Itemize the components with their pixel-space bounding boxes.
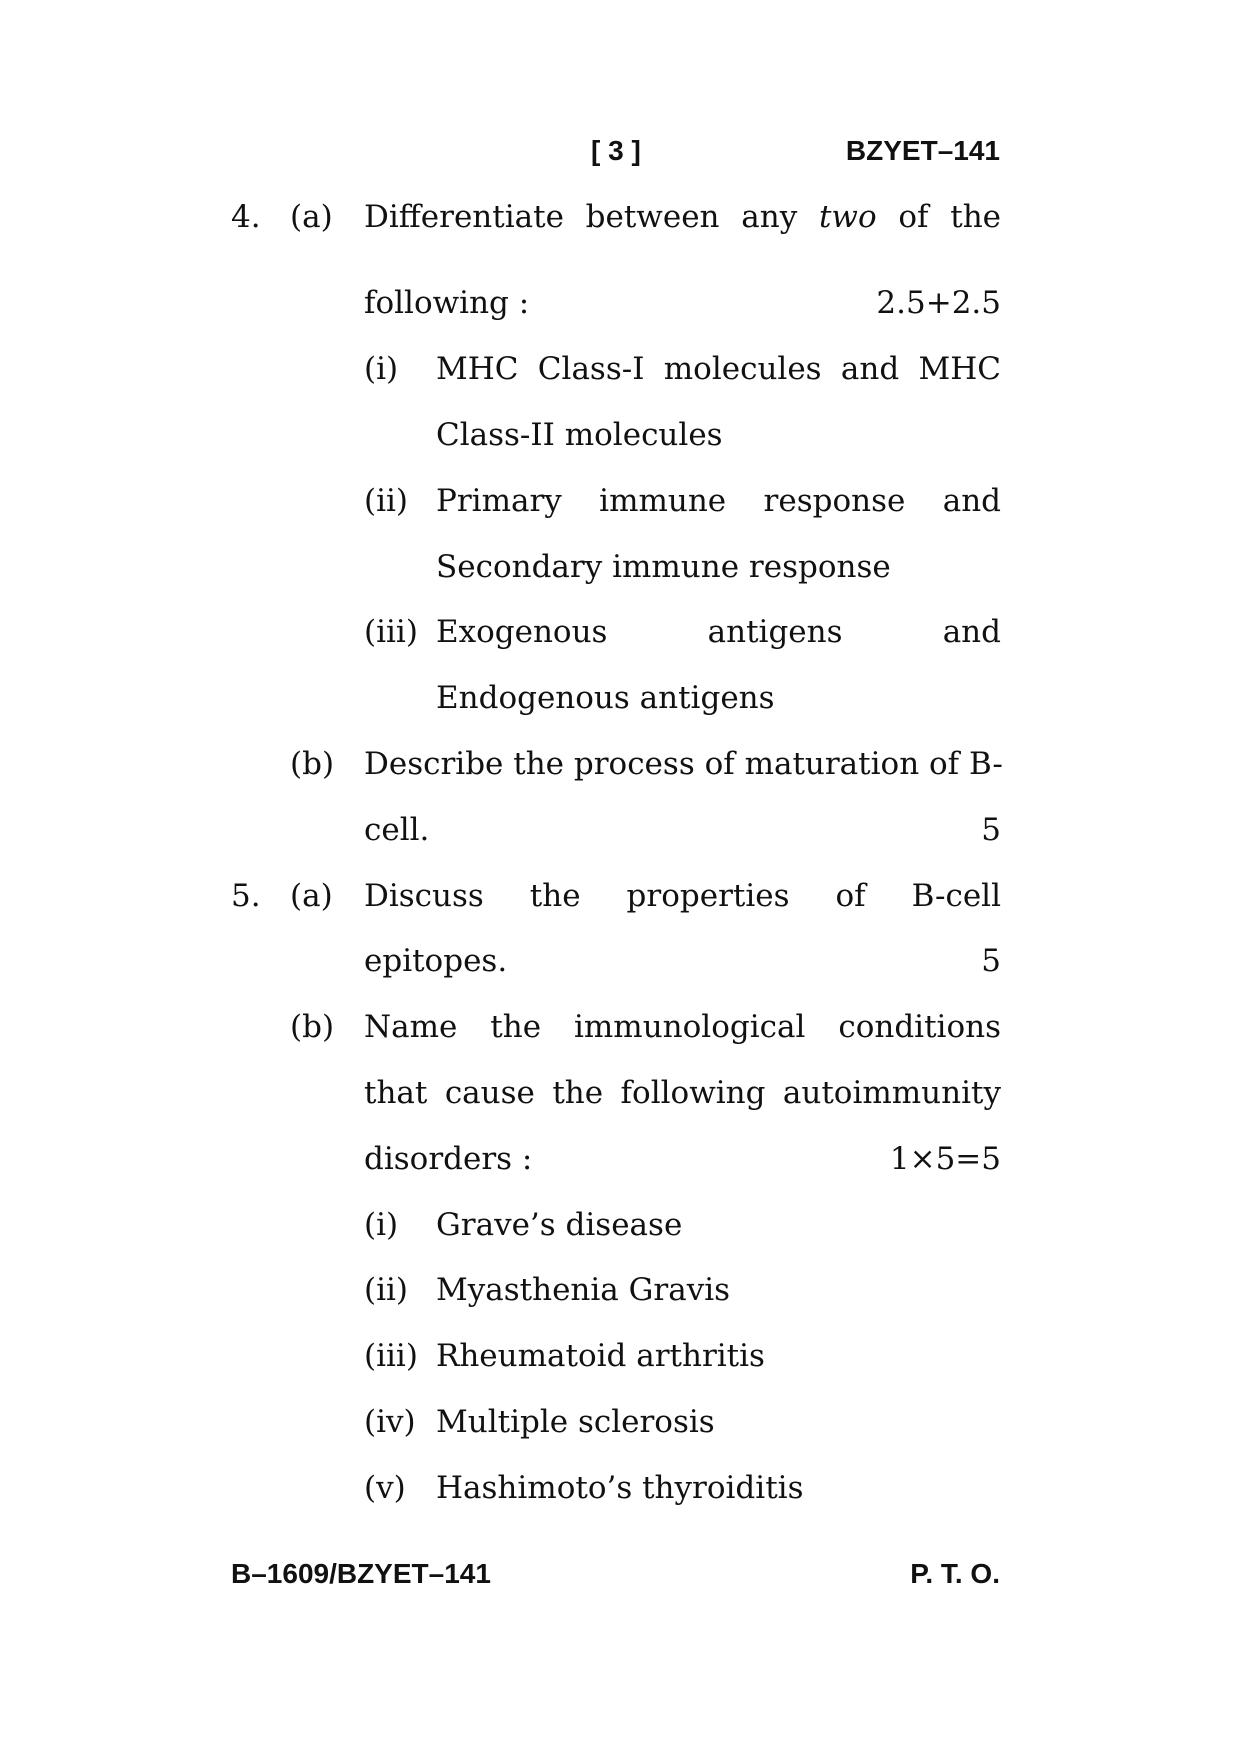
- q5b-line-3: disorders :: [364, 1141, 533, 1177]
- paper-code-header: BZYET–141: [845, 135, 1000, 166]
- q5b-item-text: Grave’s disease: [436, 1207, 683, 1243]
- q4b-marks: 5: [981, 812, 1001, 848]
- q5b-line-1: Name the immunological conditions: [364, 1009, 1001, 1045]
- q5a-line-2: epitopes.: [364, 943, 508, 979]
- q4a-item-line-1: Exogenous antigens and: [436, 614, 1001, 650]
- footer-pto: P. T. O.: [910, 1558, 1000, 1589]
- q4a-line-2: following :: [364, 285, 530, 321]
- q4a-item-label: (iii): [364, 614, 418, 650]
- q4a-item-line-2: Secondary immune response: [436, 549, 891, 585]
- q4a-item-line-2: Class-II molecules: [436, 417, 723, 453]
- q5b-item-text: Multiple sclerosis: [436, 1404, 715, 1440]
- q4a-item-line-1: MHC Class-I molecules and MHC: [436, 351, 1001, 387]
- q4b-line-2: cell.: [364, 812, 430, 848]
- q5b-item-label: (iv): [364, 1404, 416, 1440]
- question-4-number: 4.: [231, 199, 261, 235]
- q4a-item-label: (ii): [364, 483, 409, 519]
- q5a-marks: 5: [981, 943, 1001, 979]
- question-5-number: 5.: [231, 878, 261, 914]
- q5b-item-label: (iii): [364, 1338, 418, 1374]
- q5b-label: (b): [290, 1009, 335, 1045]
- q4b-label: (b): [290, 746, 335, 782]
- q4b-line-1: Describe the process of maturation of B-: [364, 746, 1003, 782]
- q5b-line-2: that cause the following autoimmunity: [364, 1075, 1001, 1111]
- q4a-item-line-1: Primary immune response and: [436, 483, 1001, 519]
- q5b-item-text: Myasthenia Gravis: [436, 1272, 731, 1308]
- footer-paper-code: B–1609/BZYET–141: [231, 1558, 491, 1589]
- q4a-line-1: Differentiate between any two of the: [364, 199, 1002, 235]
- q5b-item-label: (ii): [364, 1272, 409, 1308]
- q4a-marks: 2.5+2.5: [876, 285, 1001, 321]
- q5b-item-text: Hashimoto’s thyroiditis: [436, 1470, 804, 1506]
- q5b-item-label: (i): [364, 1207, 399, 1243]
- q4a-item-line-2: Endogenous antigens: [436, 680, 775, 716]
- q5b-item-label: (v): [364, 1470, 406, 1506]
- q4a-label: (a): [290, 199, 333, 235]
- page-number: [ 3 ]: [591, 135, 641, 166]
- q5a-line-1: Discuss the properties of B-cell: [364, 878, 1001, 914]
- q4a-item-label: (i): [364, 351, 399, 387]
- q5b-marks: 1×5=5: [889, 1141, 1001, 1177]
- q5b-item-text: Rheumatoid arthritis: [436, 1338, 765, 1374]
- q5a-label: (a): [290, 878, 333, 914]
